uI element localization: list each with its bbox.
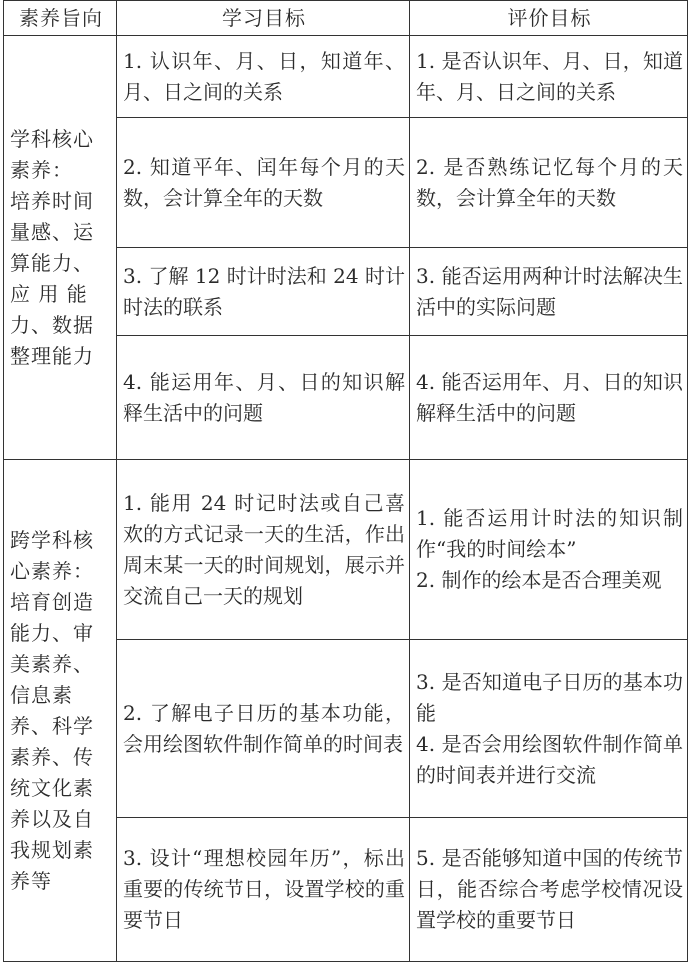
domain-line: 养、科学 bbox=[10, 713, 94, 738]
domain-line: 跨学科核 bbox=[10, 527, 94, 552]
domain-line: 应 用 能 bbox=[10, 281, 88, 306]
learning-goal-text: 1. 能用 24 时记时法或自己喜欢的方式记录一天的生活，作出周末某一天的时间规划，展示并交流自己一天的规划 bbox=[123, 490, 405, 608]
learning-goal-text: 4. 能运用年、月、日的知识解释生活中的问题 bbox=[123, 369, 405, 425]
domain-line: 统文化素 bbox=[10, 775, 94, 800]
domain-line: 美素养、 bbox=[10, 651, 94, 676]
goals-table bbox=[3, 0, 688, 962]
evaluation-goal-text: 3. 是否知道电子日历的基本功能 bbox=[416, 669, 683, 725]
learning-goal-cell bbox=[117, 118, 410, 248]
evaluation-goal-cell bbox=[410, 818, 688, 962]
domain-line: 培养时间 bbox=[10, 188, 94, 213]
learning-goal-text: 2. 了解电子日历的基本功能，会用绘图软件制作简单的时间表 bbox=[123, 700, 405, 756]
evaluation-goal-cell bbox=[410, 640, 688, 818]
learning-goal-text: 2. 知道平年、闰年每个月的天数，会计算全年的天数 bbox=[123, 154, 405, 210]
evaluation-goal-cell bbox=[410, 248, 688, 336]
evaluation-goal-text: 4. 是否会用绘图软件制作简单的时间表并进行交流 bbox=[416, 731, 683, 787]
evaluation-goal-text: 2. 制作的绘本是否合理美观 bbox=[416, 568, 662, 592]
domain-line: 整理能力 bbox=[10, 343, 94, 368]
learning-goal-cell bbox=[117, 336, 410, 460]
learning-goal-text: 3. 了解 12 时计时法和 24 时计时法的联系 bbox=[123, 263, 405, 319]
domain-line: 力、数据 bbox=[10, 312, 94, 337]
evaluation-goal-cell bbox=[410, 336, 688, 460]
learning-goal-cell bbox=[117, 818, 410, 962]
evaluation-goal-text: 3. 能否运用两种计时法解决生活中的实际问题 bbox=[416, 263, 683, 319]
learning-goal-cell bbox=[117, 36, 410, 118]
domain-line: 能力、审 bbox=[10, 620, 94, 645]
table-row bbox=[4, 460, 688, 640]
evaluation-goal-cell bbox=[410, 36, 688, 118]
table-row bbox=[4, 36, 688, 118]
domain-line: 我规划素 bbox=[10, 837, 94, 862]
learning-goal-cell bbox=[117, 460, 410, 640]
domain-line: 素养： bbox=[10, 157, 73, 182]
domain-line: 养以及自 bbox=[10, 806, 94, 831]
domain-line: 心素养： bbox=[10, 558, 94, 583]
domain-line: 信息素 bbox=[10, 682, 73, 707]
evaluation-goal-text: 5. 是否能够知道中国的传统节日，能否综合考虑学校情况设置学校的重要节日 bbox=[416, 846, 683, 932]
domain-line: 养等 bbox=[10, 868, 52, 893]
learning-goal-cell bbox=[117, 640, 410, 818]
domain-cell-cross-disciplinary bbox=[4, 460, 117, 962]
evaluation-goal-text: 1. 是否认识年、月、日，知道年、月、日之间的关系 bbox=[416, 48, 683, 104]
domain-line: 学科核心 bbox=[10, 126, 94, 151]
evaluation-goal-cell bbox=[410, 118, 688, 248]
evaluation-goal-cell bbox=[410, 460, 688, 640]
domain-line: 量感、运 bbox=[10, 219, 94, 244]
learning-goal-cell bbox=[117, 248, 410, 336]
header-learning-goal: 学习目标 bbox=[117, 1, 410, 36]
domain-cell-subject-core bbox=[4, 36, 117, 460]
learning-goal-text: 3. 设计“理想校园年历”，标出重要的传统节日，设置学校的重要节日 bbox=[123, 846, 405, 932]
header-evaluation-goal: 评价目标 bbox=[410, 1, 688, 36]
header-domain: 素养旨向 bbox=[4, 1, 117, 36]
evaluation-goal-text: 1. 能否运用计时法的知识制作“我的时间绘本” bbox=[416, 506, 683, 561]
domain-line: 培育创造 bbox=[10, 589, 94, 614]
learning-goal-text: 1. 认识年、月、日，知道年、月、日之间的关系 bbox=[123, 48, 405, 104]
header-row bbox=[4, 1, 688, 36]
evaluation-goal-text: 4. 能否运用年、月、日的知识解释生活中的问题 bbox=[416, 369, 683, 425]
domain-line: 算能力、 bbox=[10, 250, 94, 275]
evaluation-goal-text: 2. 是否熟练记忆每个月的天数，会计算全年的天数 bbox=[416, 154, 683, 210]
domain-line: 素养、传 bbox=[10, 744, 94, 769]
